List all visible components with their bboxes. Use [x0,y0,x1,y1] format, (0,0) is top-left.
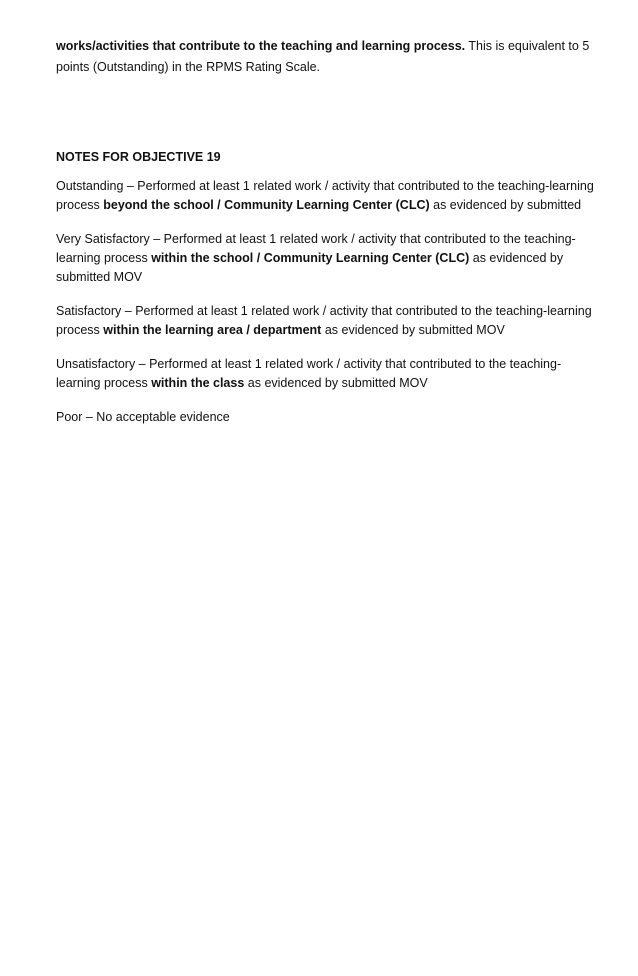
note-text-end: as evidenced by submitted MOV [56,251,564,284]
note-text: Unsatisfactory – Performed at least 1 related work / activity that contributed to the teaching-learning process [56,357,562,390]
note-bold-text: within the learning area / department [103,323,322,337]
note-text-end: as evidenced by submitted MOV [244,376,428,390]
note-text: Very Satisfactory – Performed at least 1 related work / activity that contributed to the teaching-learning process [56,232,576,265]
note-text-end: as evidenced by submitted [429,198,582,212]
note-unsatisfactory [56,355,596,393]
note-text: Outstanding – Performed at least 1 related work / activity that contributed to the teaching-learning process [56,179,594,212]
note-satisfactory [56,302,596,340]
document-page [56,36,596,442]
note-text: Poor – No acceptable evidence [56,410,230,424]
intro-bold-text: works/activities that contribute to the teaching and learning process. [56,39,466,53]
intro-rest-text: This is equivalent to 5 points (Outstanding) in the RPMS Rating Scale. [56,39,590,74]
note-bold-text: within the school / Community Learning Center (CLC) [151,251,470,265]
note-text-end: as evidenced by submitted MOV [321,323,505,337]
note-text: Satisfactory – Performed at least 1 related work / activity that contributed to the teaching-learning process [56,304,592,337]
notes-heading: NOTES FOR OBJECTIVE 19 [56,150,221,164]
note-very-satisfactory [56,230,596,287]
note-bold-text: within the class [151,376,245,390]
intro-paragraph [56,36,596,78]
note-poor [56,408,596,427]
note-bold-text: beyond the school / Community Learning Center (CLC) [103,198,430,212]
note-outstanding [56,177,596,215]
